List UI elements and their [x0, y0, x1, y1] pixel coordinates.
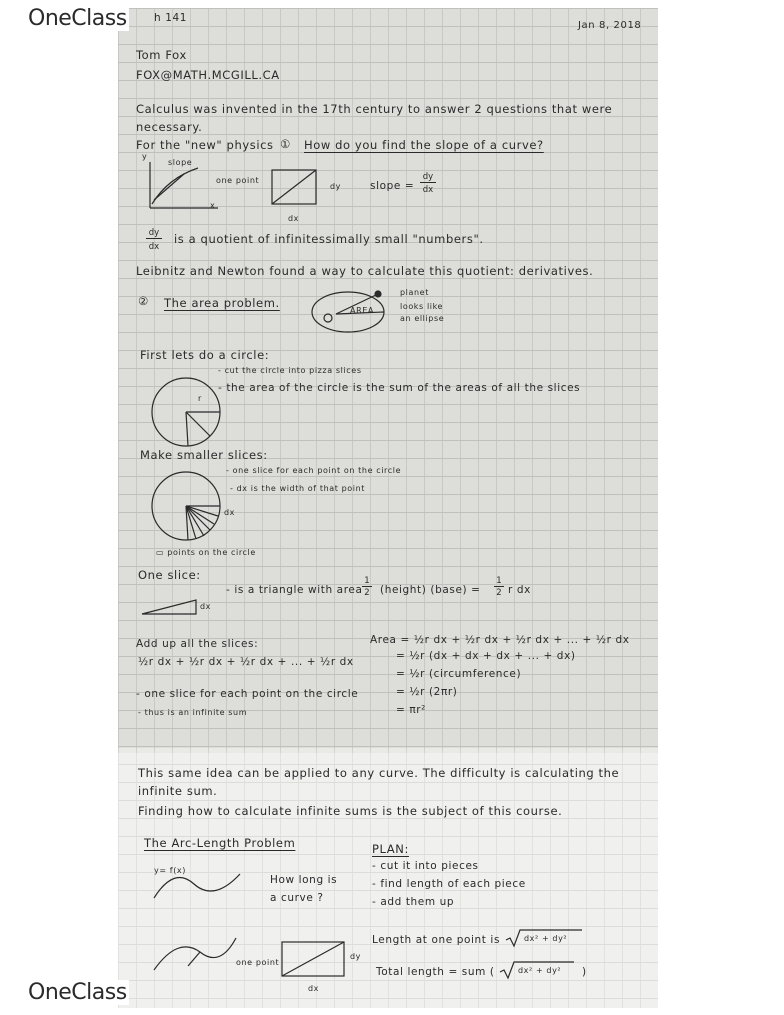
how-long-text: How long is: [270, 874, 338, 886]
triangle-dx-label: dx: [200, 602, 212, 611]
intro-line-3: For the "new" physics: [136, 138, 274, 152]
length-one-point: Length at one point is: [372, 934, 501, 946]
one-slice-half-top-2: 1: [494, 576, 504, 587]
question-1: How do you find the slope of a curve?: [304, 138, 544, 152]
author-email: FOX@MATH.MCGILL.CA: [136, 68, 280, 82]
idea-line-3: Finding how to calculate infinite sums is the subject of this course.: [138, 804, 563, 818]
area-line-1: Area = ½r dx + ½r dx + ½r dx + ... + ½r dx: [370, 634, 630, 646]
smaller-bullet-2: - dx is the width of that point: [230, 484, 366, 493]
one-slice-half-top: 1: [362, 576, 372, 587]
oneclass-logo-top: OneClass: [28, 6, 127, 31]
area-line-3: = ½r (circumference): [396, 668, 522, 680]
total-length-close: ): [582, 966, 587, 978]
intro-line-1: Calculus was invented in the 17th century to answer 2 questions that were: [136, 102, 613, 116]
slice-dx-label: dx: [224, 508, 236, 517]
pizza-circle-sketch: [148, 374, 228, 450]
notebook-page: [118, 8, 658, 1008]
one-slice-half-bottom-2: 2: [496, 588, 502, 598]
quotient-frac-bottom: dx: [148, 242, 160, 252]
ellipse-label: an ellipse: [400, 314, 445, 323]
planet-label: planet: [400, 288, 429, 297]
area-line-4: = ½r (2πr): [396, 686, 458, 698]
curve-sketch: [144, 864, 254, 904]
area-label: AREA: [350, 306, 374, 315]
fine-slices-circle-sketch: [148, 466, 228, 548]
fig1-x-label: x: [210, 201, 216, 210]
slope-graph-sketch: [138, 158, 248, 218]
fig1-dy-label: dy: [330, 182, 342, 191]
arc-one-point-label: one point: [236, 958, 280, 967]
plan-step-2: - find length of each piece: [372, 878, 526, 890]
points-caption: ▭ points on the circle: [156, 548, 256, 557]
intro-line-2: necessary.: [136, 120, 203, 134]
sum-bullet-1: - one slice for each point on the circle: [136, 688, 359, 700]
fig1-slope-label: slope: [168, 158, 193, 167]
smaller-title: Make smaller slices:: [140, 448, 268, 462]
circle-bullet-1: - cut the circle into pizza slices: [218, 366, 362, 375]
circle-title: First lets do a circle:: [140, 348, 270, 362]
sqrt-1-content: dx² + dy²: [524, 934, 568, 943]
one-slice-formula: (height) (base) =: [380, 584, 481, 596]
sum-expression: ½r dx + ½r dx + ½r dx + ... + ½r dx: [138, 656, 354, 668]
author-name: Tom Fox: [136, 48, 187, 62]
slope-equation: slope =: [370, 180, 415, 192]
arc-box-sketch: [280, 940, 350, 980]
radius-label: r: [198, 394, 202, 403]
segmented-curve-sketch: [148, 930, 248, 980]
area-line-5: = πr²: [396, 704, 426, 716]
fig1-y-label: y: [142, 152, 148, 161]
question-2-title: The area problem.: [164, 296, 280, 310]
idea-line-1: This same idea can be applied to any curve. The difficulty is calculating the: [138, 766, 620, 780]
one-slice-half-bottom: 2: [364, 588, 370, 598]
fx-label: y= f(x): [154, 866, 186, 875]
fig1-dx-label: dx: [288, 214, 300, 223]
a-curve-text: a curve ?: [270, 892, 324, 904]
arc-dy-label: dy: [350, 952, 362, 961]
sqrt-2-content: dx² + dy²: [518, 966, 562, 975]
smaller-bullet-1: - one slice for each point on the circle: [226, 466, 402, 475]
slope-box-sketch: [270, 168, 320, 208]
one-slice-end: r dx: [508, 584, 531, 596]
slope-frac-top: dy: [420, 172, 436, 183]
plan-step-3: - add them up: [372, 896, 455, 908]
fig1-one-point-label: one point: [216, 176, 260, 185]
arc-dx-label: dx: [308, 984, 320, 993]
looks-like-label: looks like: [400, 302, 444, 311]
circle-bullet-2: - the area of the circle is the sum of the areas of all the slices: [218, 382, 581, 394]
slope-frac-bottom: dx: [422, 185, 434, 195]
idea-line-2: infinite sum.: [138, 784, 218, 798]
one-slice-title: One slice:: [138, 568, 201, 582]
plan-step-1: - cut it into pieces: [372, 860, 479, 872]
area-line-2: = ½r (dx + dx + dx + ... + dx): [396, 650, 576, 662]
date: Jan 8, 2018: [578, 20, 642, 31]
total-length: Total length = sum (: [376, 966, 495, 978]
oneclass-logo-bottom: OneClass: [28, 980, 127, 1005]
one-slice-text: - is a triangle with area: [226, 584, 363, 596]
arc-title: The Arc-Length Problem: [144, 836, 296, 850]
triangle-sketch: [140, 596, 200, 618]
plan-title: PLAN:: [372, 842, 409, 856]
course-code: h 141: [154, 12, 188, 24]
leibniz-line: Leibnitz and Newton found a way to calculate this quotient: derivatives.: [136, 264, 594, 278]
question-2-number: ②: [138, 294, 149, 308]
sum-bullet-2: - thus is an infinite sum: [138, 708, 248, 717]
question-1-number: ①: [280, 137, 291, 151]
quotient-text: is a quotient of infinitessimally small "numbers".: [174, 232, 484, 246]
sum-title: Add up all the slices:: [136, 638, 259, 650]
quotient-frac-top: dy: [146, 228, 162, 239]
